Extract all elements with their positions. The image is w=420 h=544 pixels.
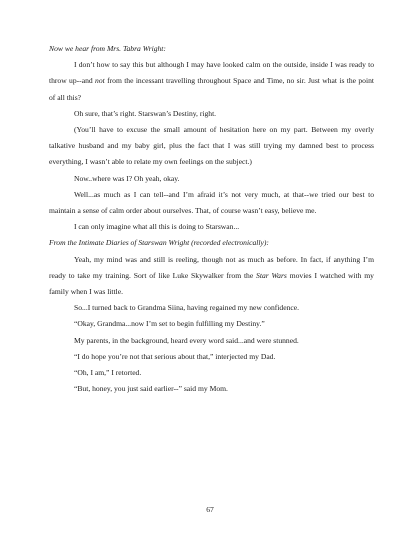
text-run: Yeah, my mind was and still is reeling, though not as much as before. In fact, if anything I’m ready to take my training. Sort of like Luke Skywalker from the xyxy=(49,254,374,280)
paragraph xyxy=(49,252,374,301)
emphasis-title: Star Wars xyxy=(256,270,287,280)
text-run: I don’t how to say this but although I may have looked calm on the outside, inside I was ready to throw up--and xyxy=(49,60,374,86)
paragraph: Well...as much as I can tell--and I’m afraid it’s not very much, at that--we tried our best to maintain a sense of calm order about ourselves. That, of course wasn’t easy, believe me. xyxy=(49,189,374,216)
paragraph: (You’ll have to excuse the small amount of hesitation here on my part. Between my overly talkative husband and my baby girl, plus the fact that I was still trying my damned best to process everything, I wasn’t able to relate my own feelings on the subject.) xyxy=(49,125,374,167)
body-text xyxy=(49,41,374,397)
paragraph: Oh sure, that’s right. Starswan’s Destiny, right. xyxy=(74,108,217,118)
paragraph: My parents, in the background, heard every word said...and were stunned. xyxy=(74,335,299,345)
paragraph: “Okay, Grandma...now I’m set to begin fulfilling my Destiny.” xyxy=(74,319,265,329)
paragraph: “But, honey, you just said earlier--” said my Mom. xyxy=(74,384,228,394)
section-heading-starswan: From the Intimate Diaries of Starswan Wright (recorded electronically): xyxy=(49,238,269,248)
paragraph: “Oh, I am,” I retorted. xyxy=(74,368,142,378)
section-heading-tabra: Now we hear from Mrs. Tabra Wright: xyxy=(49,44,166,53)
paragraph: I can only imagine what all this is doing to Starswan... xyxy=(74,222,240,232)
text-run: movies I watched with my family when I was little. xyxy=(49,270,374,297)
text-run: from the incessant travelling throughout Space and Time, no sir. Just what is the point of all this? xyxy=(49,76,374,102)
emphasis-text: not xyxy=(95,76,105,86)
paragraph: So...I turned back to Grandma Siina, having regained my new confidence. xyxy=(74,303,300,313)
paragraph: Now..where was I? Oh yeah, okay. xyxy=(74,173,180,183)
paragraph: “I do hope you’re not that serious about that,” interjected my Dad. xyxy=(74,351,276,361)
page-number: 67 xyxy=(206,505,214,514)
paragraph xyxy=(49,57,374,106)
